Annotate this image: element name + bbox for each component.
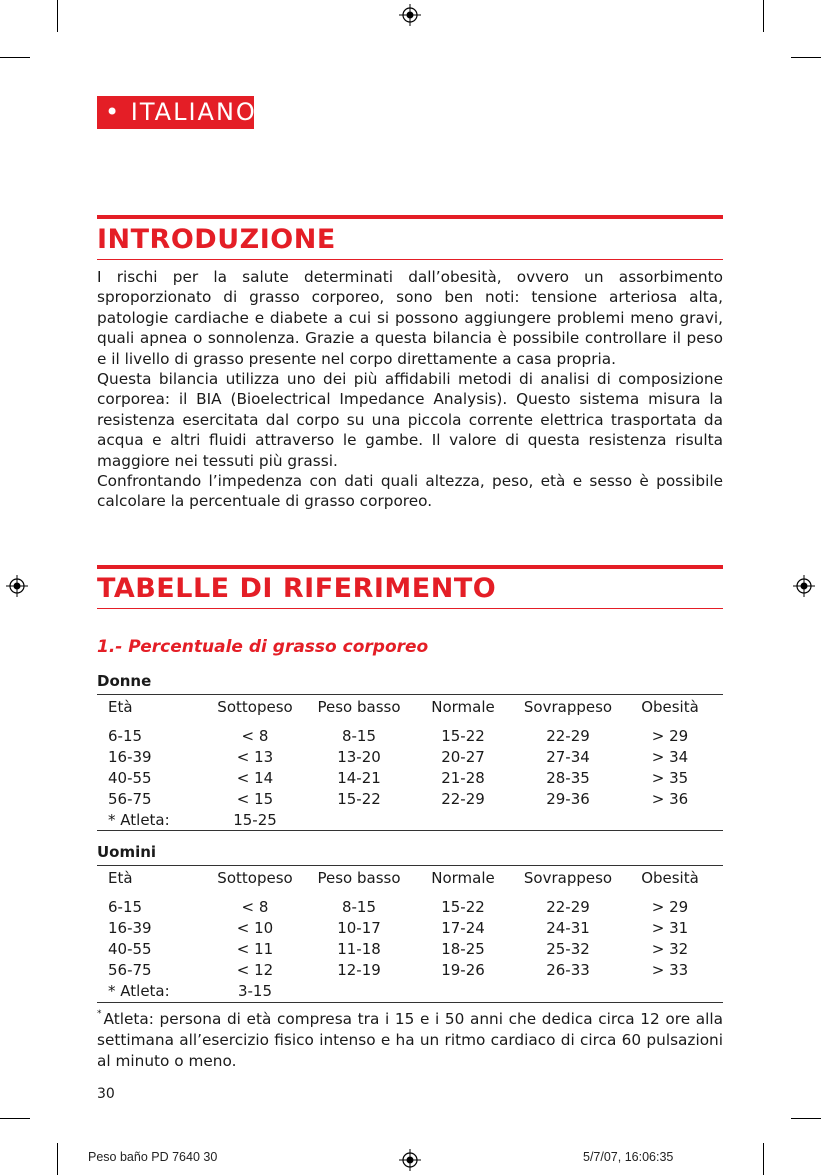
- footnote-text: Atleta: persona di età compresa tra i 15 e i 50 anni che dedica circa 12 ore alla settimana all’esercizio fisico intenso e ha un ritmo cardiaco di circa 60 pulsazioni al minuto o meno.: [97, 1010, 723, 1071]
- table-cell: 56-75: [108, 790, 152, 808]
- table-cell: > 36: [651, 790, 689, 808]
- intro-body: [97, 267, 723, 512]
- column-header: Sovrappeso: [523, 869, 613, 887]
- column-header: Normale: [431, 869, 495, 887]
- table-cell: 6-15: [108, 727, 143, 745]
- table-cell: 8-15: [341, 727, 377, 745]
- table-cell: 40-55: [108, 940, 152, 958]
- footnote: [97, 1006, 723, 1072]
- table-cell: 15-25: [233, 811, 277, 829]
- table-cell: 8-15: [341, 898, 377, 916]
- table-cell: 15-22: [441, 898, 485, 916]
- registration-mark-icon: [399, 1149, 421, 1171]
- table-cell: 15-22: [441, 727, 485, 745]
- crop-mark: [0, 1118, 30, 1119]
- reference-subtitle: 1.- Percentuale di grasso corporeo: [97, 637, 429, 657]
- table-cell: < 14: [236, 769, 274, 787]
- intro-paragraph: I rischi per la salute determinati dall’obesità, ovvero un assorbimento sproporzionato di grasso corporeo, sono ben noti: tensione arteriosa alta, patologie cardiache e diabete a cui si possono aggiungere problemi meno gravi, quali apnea o sonnolenza. Grazie a questa bilancia è possibile controllare il peso e il livello di grasso presente nel corpo direttamente a casa propria.: [97, 268, 723, 368]
- crop-mark: [763, 0, 764, 32]
- column-header: Peso basso: [317, 869, 401, 887]
- crop-mark: [57, 1143, 58, 1175]
- table-rule: [97, 694, 723, 695]
- title-underline: [97, 608, 723, 609]
- table-cell: 21-28: [441, 769, 485, 787]
- registration-mark-icon: [6, 575, 28, 597]
- table-cell: > 29: [651, 727, 689, 745]
- crop-mark: [0, 57, 30, 58]
- table-cell: 20-27: [441, 748, 485, 766]
- table-cell: 29-36: [546, 790, 590, 808]
- table-cell: 25-32: [546, 940, 590, 958]
- table-rule: [97, 1002, 723, 1003]
- table-cell: 6-15: [108, 898, 143, 916]
- column-header: Obesità: [641, 869, 699, 887]
- table-cell: 14-21: [337, 769, 381, 787]
- table-cell: 22-29: [441, 790, 485, 808]
- intro-paragraph: Questa bilancia utilizza uno dei più affidabili metodi di analisi di composizione corporea: il BIA (Bioelectrical Impedance Analysis). Questo sistema misura la resistenza esercitata dal corpo su una piccola corrente elettrica trasportata da acqua e altri fluidi attraverso le gambe. Il valore di questa resistenza risulta maggiore nei tessuti più grassi.: [97, 370, 723, 470]
- table-cell: 3-15: [237, 982, 273, 1000]
- table-cell: 12-19: [337, 961, 381, 979]
- table-cell: 56-75: [108, 961, 152, 979]
- table-cell: < 8: [241, 727, 269, 745]
- table-cell: * Atleta:: [108, 982, 170, 1000]
- table-cell: < 10: [236, 919, 274, 937]
- table-rule: [97, 830, 723, 831]
- table-cell: 16-39: [108, 919, 152, 937]
- table-cell: > 29: [651, 898, 689, 916]
- table-cell: * Atleta:: [108, 811, 170, 829]
- crop-mark: [57, 0, 58, 32]
- table-cell: < 13: [236, 748, 274, 766]
- registration-mark-icon: [399, 4, 421, 26]
- column-header: Età: [108, 869, 133, 887]
- table-cell: 15-22: [337, 790, 381, 808]
- table-cell: < 15: [236, 790, 274, 808]
- reference-title: TABELLE DI RIFERIMENTO: [97, 573, 497, 604]
- table-cell: > 34: [651, 748, 689, 766]
- women-label: Donne: [97, 672, 152, 690]
- column-header: Sottopeso: [217, 698, 293, 716]
- table-cell: > 35: [651, 769, 689, 787]
- crop-mark: [791, 57, 821, 58]
- table-cell: > 32: [651, 940, 689, 958]
- language-tag: • ITALIANO: [97, 96, 254, 129]
- table-cell: 19-26: [441, 961, 485, 979]
- crop-mark: [763, 1143, 764, 1175]
- column-header: Sovrappeso: [523, 698, 613, 716]
- intro-paragraph: Confrontando l’impedenza con dati quali altezza, peso, età e sesso è possibile calcolare la percentuale di grasso corporeo.: [97, 472, 723, 511]
- table-cell: 18-25: [441, 940, 485, 958]
- print-slug-right: 5/7/07, 16:06:35: [583, 1150, 674, 1164]
- column-header: Età: [108, 698, 133, 716]
- intro-title: INTRODUZIONE: [97, 224, 336, 255]
- table-cell: 28-35: [546, 769, 590, 787]
- table-cell: 11-18: [337, 940, 381, 958]
- table-cell: < 12: [236, 961, 274, 979]
- page-number: 30: [97, 1086, 115, 1102]
- table-cell: 22-29: [546, 727, 590, 745]
- table-cell: 40-55: [108, 769, 152, 787]
- table-rule: [97, 865, 723, 866]
- column-header: Sottopeso: [217, 869, 293, 887]
- table-cell: 10-17: [337, 919, 381, 937]
- table-cell: 17-24: [441, 919, 485, 937]
- column-header: Peso basso: [317, 698, 401, 716]
- column-header: Normale: [431, 698, 495, 716]
- table-cell: > 33: [651, 961, 689, 979]
- title-underline: [97, 259, 723, 260]
- footnote-mark: *: [97, 1009, 102, 1019]
- table-cell: 24-31: [546, 919, 590, 937]
- registration-mark-icon: [793, 575, 815, 597]
- section-divider: [97, 215, 723, 219]
- table-cell: 22-29: [546, 898, 590, 916]
- crop-mark: [791, 1118, 821, 1119]
- table-cell: < 8: [241, 898, 269, 916]
- table-cell: 13-20: [337, 748, 381, 766]
- print-slug-left: Peso baño PD 7640 30: [88, 1150, 218, 1164]
- table-cell: < 11: [236, 940, 274, 958]
- table-cell: 27-34: [546, 748, 590, 766]
- men-label: Uomini: [97, 843, 157, 861]
- column-header: Obesità: [641, 698, 699, 716]
- table-cell: 26-33: [546, 961, 590, 979]
- table-cell: 16-39: [108, 748, 152, 766]
- table-cell: > 31: [651, 919, 689, 937]
- section-divider: [97, 565, 723, 569]
